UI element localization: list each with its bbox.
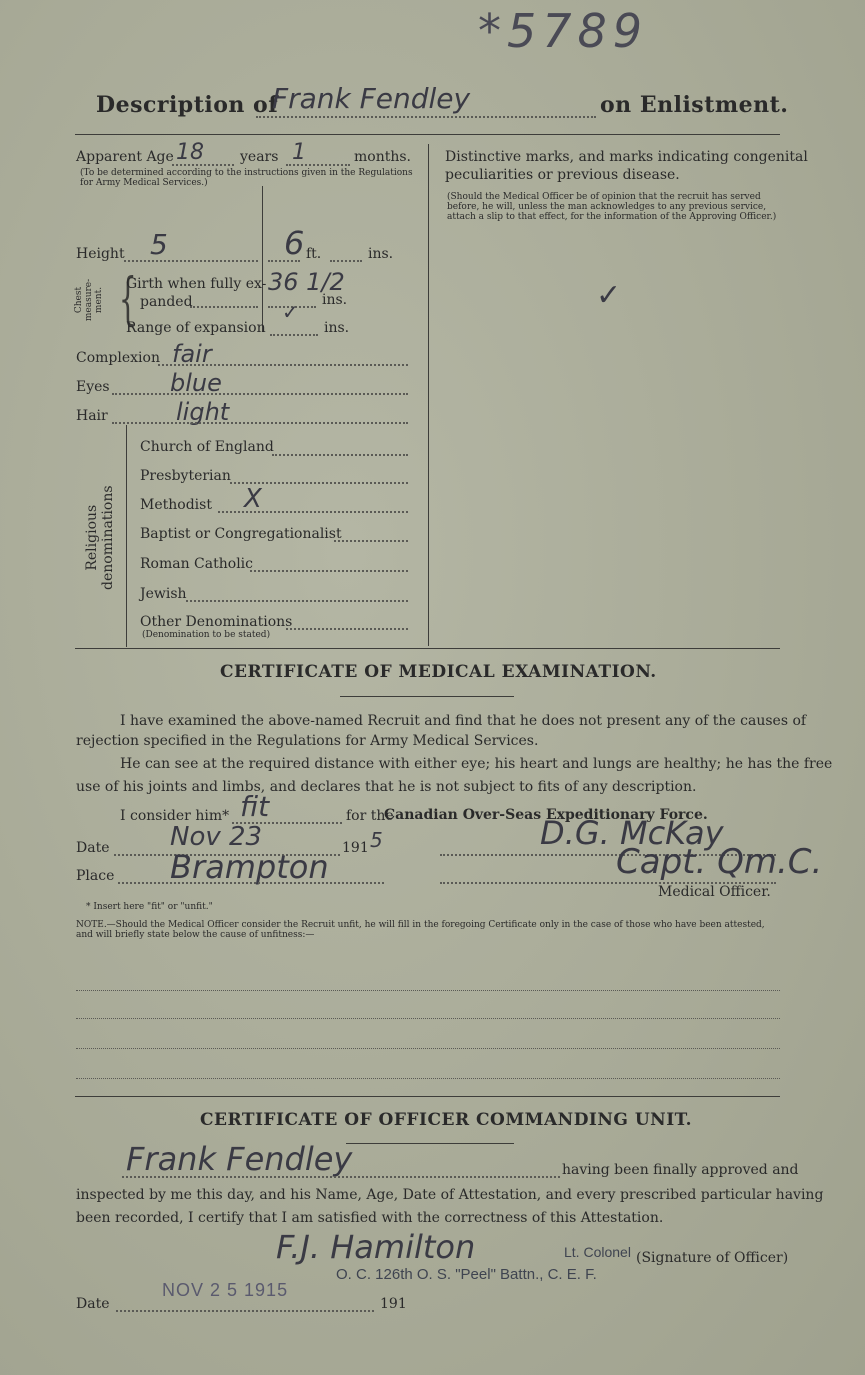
commanding-name-value: Frank Fendley — [126, 1140, 353, 1178]
religion-side-label — [84, 485, 116, 590]
record-number: *5789 — [478, 4, 649, 58]
medical-title-rule — [340, 696, 514, 697]
medical-year-prefix: 191 — [342, 840, 369, 856]
commanding-line3: been recorded, I certify that I am satisfied with the correctness of this Attestation. — [76, 1210, 664, 1226]
religion-item-church-of-england: Church of England — [140, 439, 274, 455]
marks-note: (Should the Medical Officer be of opinion that the recruit has served before, he will, unless the man acknowledges to any previous service, attach a slip to that effect, for the information of the Approving Officer.) — [447, 192, 777, 222]
medical-consider-suffix-1: for the — [346, 808, 394, 824]
medical-date-label: Date — [76, 840, 110, 856]
header-suffix: on Enlistment. — [600, 92, 789, 118]
section-rule-1 — [75, 648, 780, 649]
religion-dots-1 — [272, 454, 408, 456]
religion-item-jewish: Jewish — [140, 586, 187, 602]
age-years-dots — [172, 164, 234, 166]
commanding-date-stamp: NOV 2 5 1915 — [162, 1280, 289, 1300]
chest-brace: { — [118, 267, 137, 332]
religion-dots-5 — [250, 570, 408, 572]
age-years-label: years — [240, 149, 279, 165]
commanding-year-prefix: 191 — [380, 1296, 407, 1312]
marks-title-1: Distinctive marks, and marks indicating congenital — [445, 149, 808, 165]
complexion-dots — [158, 364, 408, 366]
medical-consider-prefix: I consider him* — [120, 808, 230, 824]
header-rule — [75, 134, 780, 135]
chest-side-label: Chest measure-ment. — [74, 278, 104, 322]
marks-value: ✓ — [596, 278, 622, 313]
height-ft-dots — [330, 260, 362, 262]
unfitness-line-2 — [76, 1018, 780, 1019]
age-months-value: 1 — [292, 140, 306, 165]
medical-note: NOTE.—Should the Medical Officer consider the Recruit unfit, he will fill in the foregoing Certificate only in the case of those who have been attested, and will briefly state below the cause of unfitness:— — [76, 920, 765, 940]
unfitness-line-1 — [76, 990, 780, 991]
religion-bracket-line — [126, 425, 127, 647]
height-ins-label: ins. — [368, 246, 394, 262]
commanding-title-rule — [346, 1143, 514, 1144]
medical-title: CERTIFICATE OF MEDICAL EXAMINATION. — [220, 662, 657, 682]
commanding-unit-stamp: O. C. 126th O. S. "Peel" Battn., C. E. F. — [336, 1266, 597, 1283]
religion-dots-3 — [218, 511, 408, 513]
religion-item-other: Other Denominations — [140, 614, 293, 630]
chest-range-label: Range of expansion — [126, 320, 266, 336]
religion-side-label-2: denominations — [100, 485, 116, 590]
height-dots — [124, 260, 258, 262]
religion-methodist-mark: X — [244, 484, 262, 514]
medical-officer-sig: D.G. McKay — [540, 814, 724, 852]
header-dots — [256, 116, 596, 118]
hair-value: light — [176, 398, 230, 426]
medical-place-dots — [118, 882, 384, 884]
medical-consider-value: fit — [240, 790, 270, 823]
medical-place-value: Brampton — [170, 848, 329, 886]
hair-dots — [112, 422, 408, 424]
commanding-date-label: Date — [76, 1296, 110, 1312]
medical-year-value: 5 — [370, 828, 383, 852]
religion-dots-4 — [334, 540, 408, 542]
section-rule-2 — [75, 1096, 780, 1097]
religion-dots-6 — [186, 600, 408, 602]
medical-p2: He can see at the required distance with either eye; his heart and lungs are healthy; he has the free — [120, 756, 833, 772]
medical-place-label: Place — [76, 868, 115, 884]
medical-date-value: Nov 23 — [170, 822, 263, 852]
religion-other-note: (Denomination to be stated) — [142, 630, 271, 640]
medical-p1b: rejection specified in the Regulations for Army Medical Services. — [76, 733, 539, 749]
chest-girth-value: 36 1/2 — [268, 268, 345, 296]
religion-item-roman-catholic: Roman Catholic — [140, 556, 253, 572]
religion-item-methodist: Methodist — [140, 497, 212, 513]
unfitness-line-3 — [76, 1048, 780, 1049]
header-prefix: Description of — [96, 92, 279, 118]
column-divider — [428, 144, 429, 646]
age-years-value: 18 — [176, 140, 204, 165]
chest-girth-label-1: Girth when fully ex- — [126, 276, 267, 292]
complexion-label: Complexion — [76, 350, 160, 366]
eyes-value: blue — [170, 369, 222, 397]
medical-p1: I have examined the above-named Recruit and find that he does not present any of the causes of — [120, 713, 807, 729]
age-note: (To be determined according to the instructions given in the Regulations for Army Medical Services.) — [80, 168, 413, 188]
medical-officer-label: Medical Officer. — [658, 884, 771, 900]
chest-girth-label-2: panded — [140, 294, 193, 310]
hair-label: Hair — [76, 408, 108, 424]
commanding-rank-stamp: Lt. Colonel — [564, 1244, 631, 1260]
religion-item-baptist: Baptist or Congregationalist — [140, 526, 342, 542]
religion-side-label-1: Religious — [84, 504, 100, 571]
religion-item-presbyterian: Presbyterian — [140, 468, 231, 484]
eyes-label: Eyes — [76, 379, 110, 395]
marks-title-2: peculiarities or previous disease. — [445, 167, 680, 183]
commanding-title: CERTIFICATE OF OFFICER COMMANDING UNIT. — [200, 1110, 693, 1130]
age-months-dots — [286, 164, 350, 166]
height-ins-value: 6 — [284, 224, 305, 262]
medical-consider-suffix-2: Canadian Over-Seas Expeditionary Force. — [384, 807, 708, 823]
complexion-value: fair — [172, 340, 212, 368]
chest-girth-dots — [190, 306, 258, 308]
commanding-sig: F.J. Hamilton — [276, 1228, 476, 1266]
column-divider-inner — [262, 186, 263, 332]
chest-range-dots — [270, 334, 318, 336]
religion-dots-7 — [286, 628, 408, 630]
height-ins-dots — [268, 260, 300, 262]
height-label: Height — [76, 246, 125, 262]
commanding-line1-suffix: having been finally approved and — [562, 1162, 799, 1178]
age-label: Apparent Age — [76, 149, 174, 165]
medical-insert-note: * Insert here "fit" or "unfit." — [86, 902, 213, 912]
commanding-line2: inspected by me this day, and his Name, Age, Date of Attestation, and every prescribed particular having — [76, 1187, 824, 1203]
commanding-sig-label: (Signature of Officer) — [636, 1250, 789, 1266]
chest-range-unit: ins. — [324, 320, 350, 336]
commanding-name-dots — [122, 1176, 560, 1178]
eyes-dots — [112, 393, 408, 395]
unfitness-line-4 — [76, 1078, 780, 1079]
height-ft-value: 5 — [150, 228, 168, 261]
recruit-name: Frank Fendley — [272, 82, 471, 115]
chest-range-value: ✓ — [282, 300, 299, 324]
chest-girth-unit: ins. — [322, 292, 348, 308]
height-ft-label: ft. — [306, 246, 322, 262]
commanding-date-dots — [116, 1310, 374, 1312]
medical-p2b: use of his joints and limbs, and declares that he is not subject to fits of any description. — [76, 779, 697, 795]
medical-officer-rank: Capt. Qm.C. — [616, 842, 823, 882]
age-months-label: months. — [354, 149, 411, 165]
